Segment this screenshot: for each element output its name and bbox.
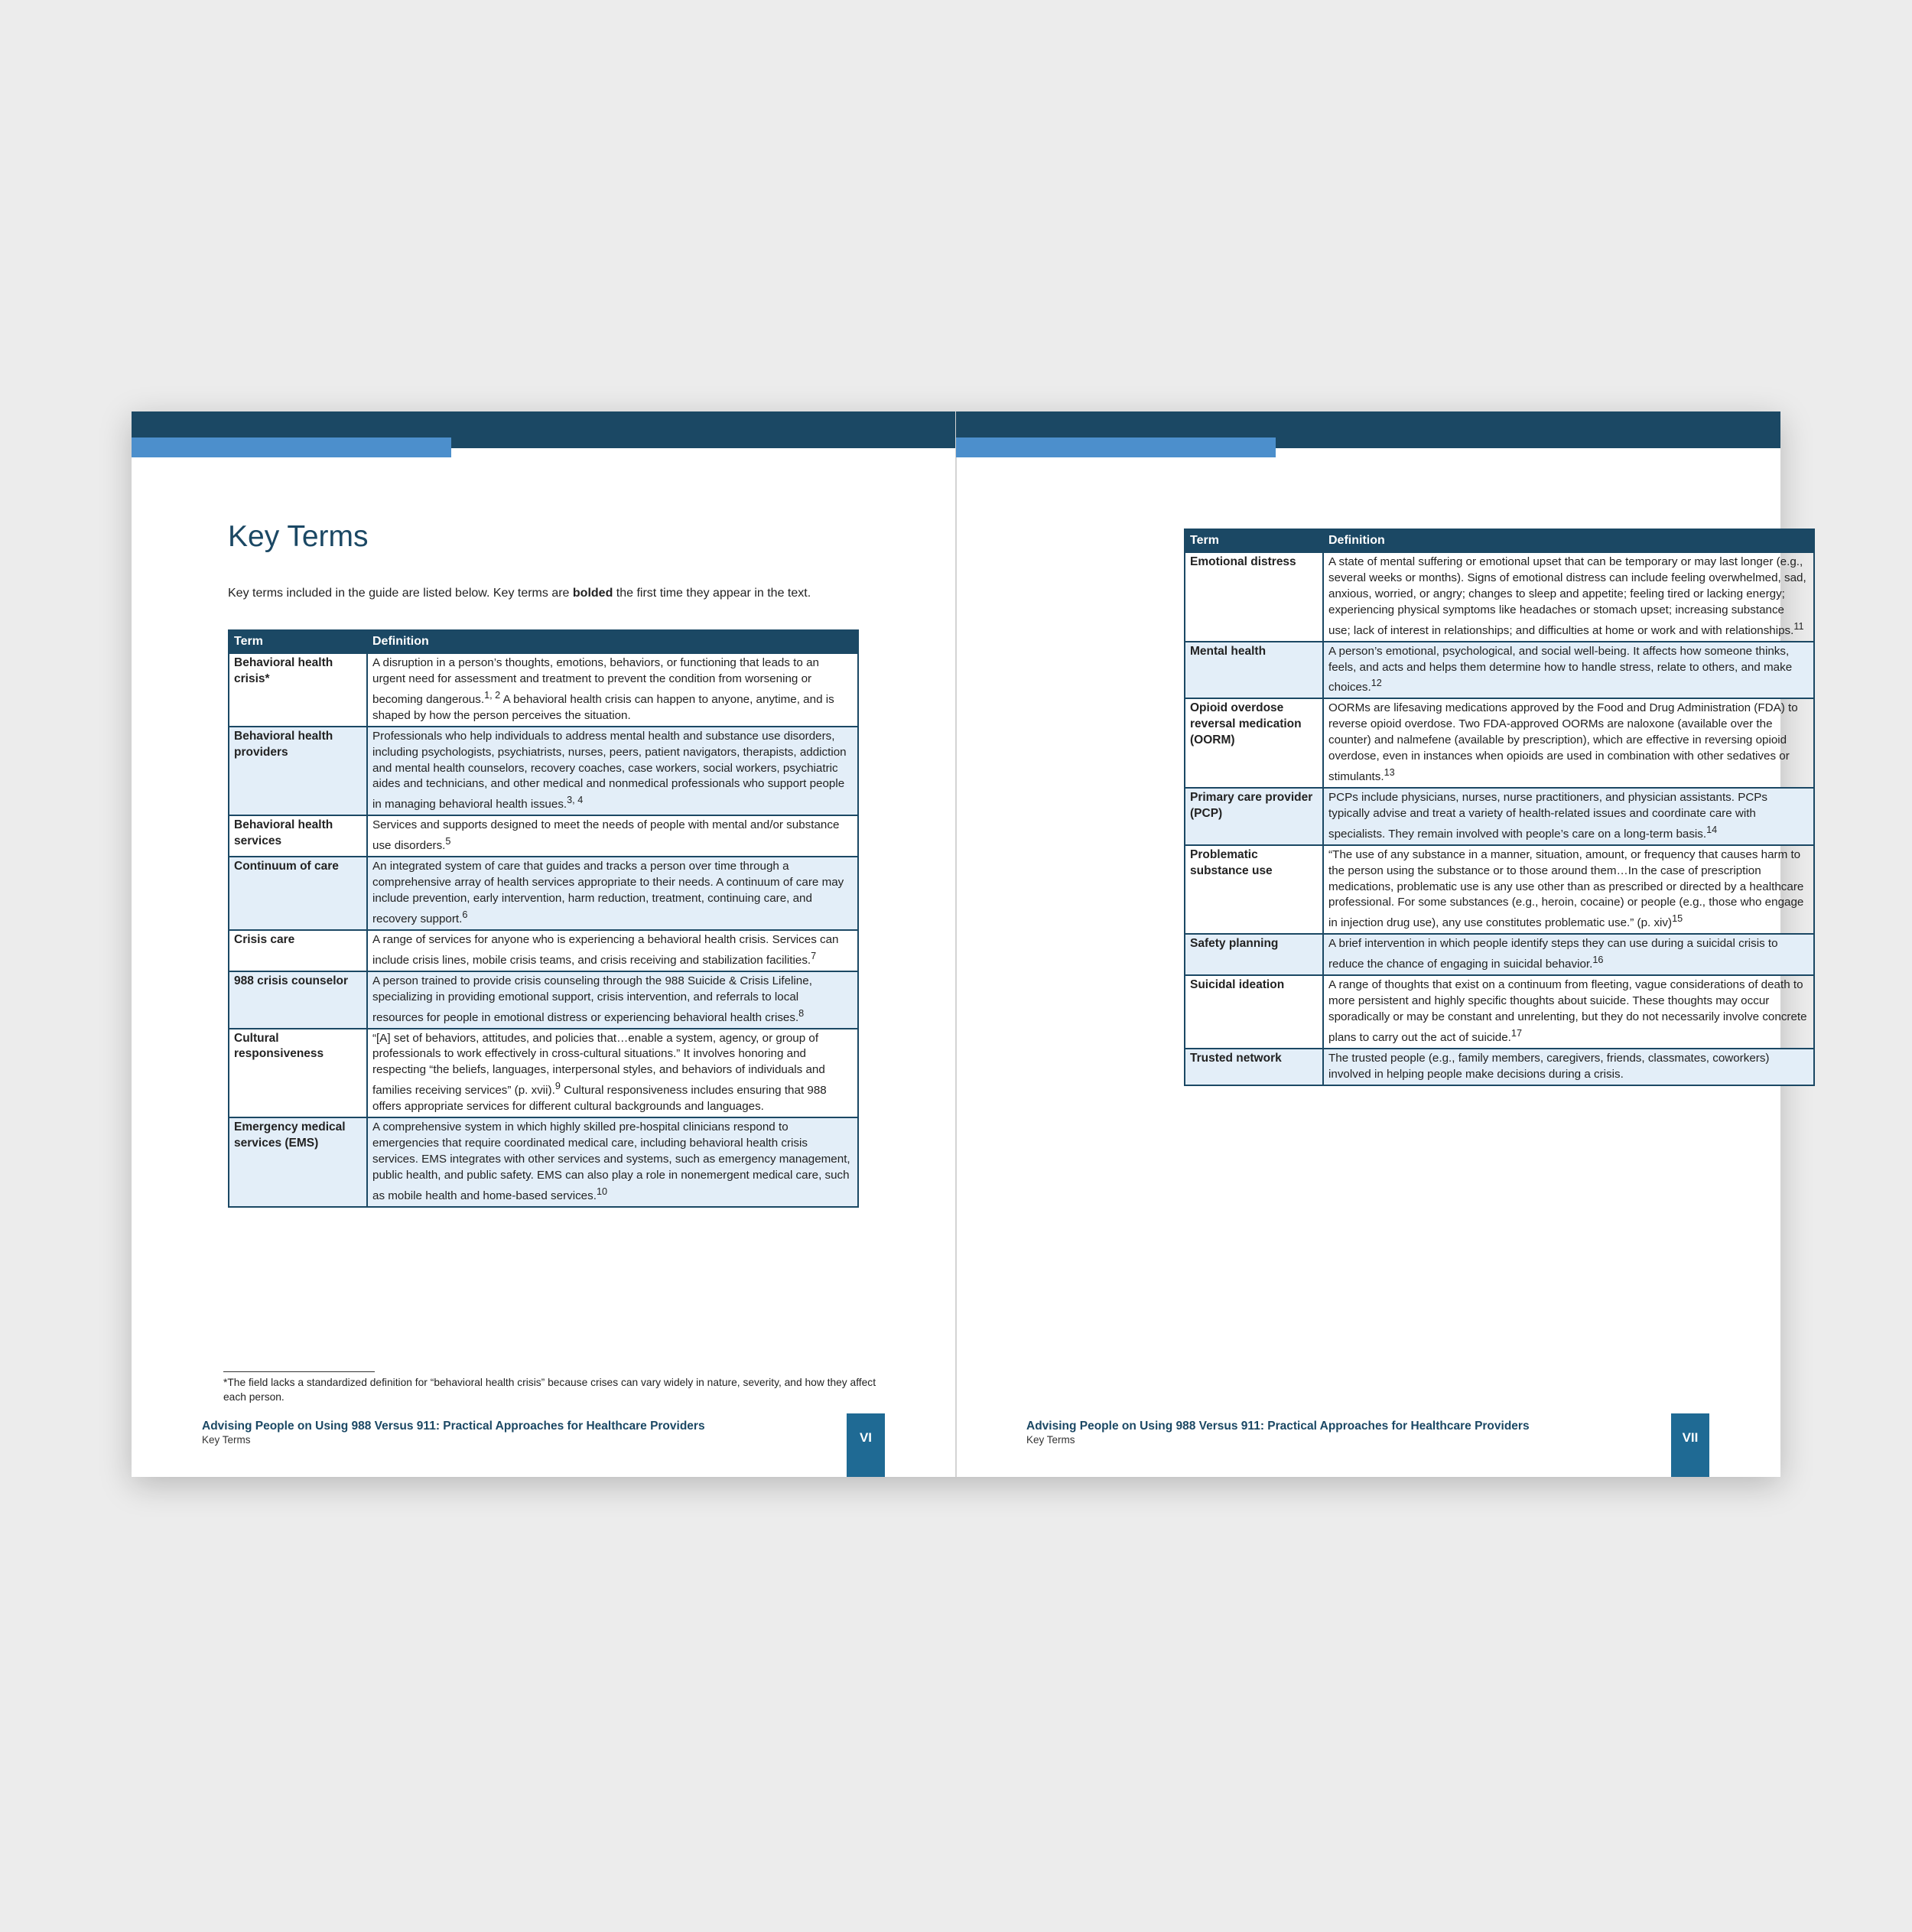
definition-cell <box>1323 845 1814 935</box>
definition-text: A disruption in a person’s thoughts, emotions, behaviors, or functioning that leads to an urgent need for assessment and treatment to prevent the condition from worsening or becoming dangerous. <box>372 656 819 706</box>
definition-text: Services and supports designed to meet the needs of people with mental and/or substance use disorders. <box>372 818 840 853</box>
term-cell: Problematic substance use <box>1185 845 1323 935</box>
term-cell: Primary care provider (PCP) <box>1185 788 1323 845</box>
definition-cell <box>1323 1049 1814 1085</box>
right-page <box>956 411 1807 1477</box>
citation-superscript: 17 <box>1510 1027 1522 1039</box>
table-row <box>1185 1049 1814 1085</box>
definition-cell <box>1323 698 1814 788</box>
term-cell: Continuum of care <box>229 857 367 930</box>
term-cell: Behavioral health services <box>229 815 367 857</box>
definition-cell <box>1323 552 1814 642</box>
definition-text: A brief intervention in which people identify steps they can use during a suicidal crisis to reduce the chance of engaging in suicidal behavior. <box>1328 937 1778 971</box>
definition-text: A comprehensive system in which highly skilled pre-hospital clinicians respond to emergencies that require coordinated medical care, including behavioral health crisis services. EMS integrates with other services and systems, such as emergency management, public health, and public safety. EMS can also play a role in nonemergent medical care, such as mobile health and home-based services. <box>372 1120 850 1202</box>
citation-superscript: 13 <box>1384 767 1395 778</box>
definition-cell <box>367 653 858 727</box>
term-cell: Opioid overdose reversal medication (OORM) <box>1185 698 1323 788</box>
book-spread <box>132 411 1807 1477</box>
table-body <box>229 653 858 1207</box>
table-header-row <box>1185 529 1814 552</box>
table-row <box>229 930 858 971</box>
definition-cell <box>367 857 858 930</box>
definition-text: “[A] set of behaviors, attitudes, and policies that…enable a system, agency, or group of professionals to work effectively in cross-cultural situations.” It involves honoring and respecting “the beliefs, languages, interpersonal styles, and behaviors of individuals and families receiving services” (p. xvii). <box>372 1031 825 1098</box>
term-cell: 988 crisis counselor <box>229 971 367 1029</box>
term-cell: Cultural responsiveness <box>229 1029 367 1118</box>
table-row <box>229 727 858 816</box>
table-row <box>229 857 858 930</box>
definition-text: An integrated system of care that guides and tracks a person over time through a comprehensive array of health services appropriate to their needs. A continuum of care may include prevention, early intervention, harm reduction, treatment, continuing care, and recovery support. <box>372 860 844 925</box>
definition-text-continued: A behavioral health crisis can happen to anyone, anytime, and is shaped by how the person perceives the situation. <box>372 692 834 722</box>
citation-superscript: 1, 2 <box>484 689 501 701</box>
definition-text: The trusted people (e.g., family members, caregivers, friends, classmates, coworkers) involved in helping people make decisions during a crisis. <box>1328 1051 1770 1081</box>
footer-section: Key Terms <box>1026 1434 1075 1446</box>
table-header-row <box>229 630 858 653</box>
term-cell: Emergency medical services (EMS) <box>229 1117 367 1207</box>
footer-section: Key Terms <box>202 1434 251 1446</box>
citation-superscript: 11 <box>1793 620 1804 632</box>
key-terms-table-continued <box>1184 529 1815 1086</box>
citation-superscript: 5 <box>445 836 451 847</box>
definition-text: A range of services for anyone who is experiencing a behavioral health crisis. Services can include crisis lines, mobile crisis teams, and crisis receiving and stabilization facilities. <box>372 932 839 967</box>
key-terms-table <box>228 629 859 1208</box>
definition-cell <box>367 971 858 1029</box>
table-row <box>1185 845 1814 935</box>
table-row <box>1185 975 1814 1049</box>
definition-text-continued: Cultural responsiveness includes ensuring that 988 offers appropriate services for different cultural backgrounds and languages. <box>372 1084 827 1114</box>
page-number: VII <box>1671 1413 1709 1477</box>
left-page <box>132 411 956 1477</box>
term-cell: Safety planning <box>1185 934 1323 975</box>
page-title: Key Terms <box>228 520 369 553</box>
definition-cell <box>1323 975 1814 1049</box>
term-cell: Behavioral health crisis* <box>229 653 367 727</box>
footer-title: Advising People on Using 988 Versus 911: Practical Approaches for Healthcare Providers <box>1026 1420 1530 1433</box>
term-cell: Trusted network <box>1185 1049 1323 1085</box>
table-row <box>1185 788 1814 845</box>
table-row <box>1185 698 1814 788</box>
definition-text: “The use of any substance in a manner, situation, amount, or frequency that causes harm to the person using the substance or to those around them…In the case of prescription medications, problematic use is any use other than as prescribed or directed by a healthcare professional. For some substances (e.g., heroin, cocaine) or people (e.g., those who engage in injection drug use), any use constitutes problematic use.” (p. xiv) <box>1328 847 1804 930</box>
term-cell: Suicidal ideation <box>1185 975 1323 1049</box>
footer-title: Advising People on Using 988 Versus 911: Practical Approaches for Healthcare Providers <box>202 1420 705 1433</box>
citation-superscript: 16 <box>1592 955 1604 966</box>
term-cell: Emotional distress <box>1185 552 1323 642</box>
citation-superscript: 8 <box>798 1007 805 1019</box>
definition-cell <box>367 1029 858 1118</box>
footnote-rule <box>223 1371 375 1372</box>
definition-text: A range of thoughts that exist on a continuum from fleeting, vague considerations of death to more persistent and highly specific thoughts about suicide. These thoughts may occur sporadically or may be constant and unrelenting, but they do not necessarily involve concrete plans to carry out the act of suicide. <box>1328 978 1807 1044</box>
table-row <box>229 815 858 857</box>
definition-cell <box>367 930 858 971</box>
definition-cell <box>1323 788 1814 845</box>
table-row <box>1185 552 1814 642</box>
definition-cell <box>367 815 858 857</box>
intro-text <box>228 584 863 602</box>
footnote: *The field lacks a standardized definition for “behavioral health crisis” because crises can vary widely in nature, severity, and how they affect each person. <box>223 1377 876 1403</box>
citation-superscript: 7 <box>811 950 817 961</box>
header-accent-bar <box>132 437 451 457</box>
intro-text-bold: bolded <box>572 587 613 600</box>
term-cell: Behavioral health providers <box>229 727 367 816</box>
table-row <box>1185 934 1814 975</box>
table-row <box>229 1117 858 1207</box>
definition-text: A person trained to provide crisis counseling through the 988 Suicide & Crisis Lifeline, specializing in providing emotional support, crisis intervention, and referrals to local resources for people in emotional distress or experiencing behavioral health crises. <box>372 974 812 1024</box>
term-cell: Mental health <box>1185 642 1323 699</box>
header-definition: Definition <box>367 630 858 653</box>
definition-cell <box>367 1117 858 1207</box>
table-row <box>229 653 858 727</box>
table-body <box>1185 552 1814 1085</box>
term-cell: Crisis care <box>229 930 367 971</box>
intro-text-end: the first time they appear in the text. <box>613 587 811 600</box>
definition-text: A person’s emotional, psychological, and social well-being. It affects how someone thinks, feels, and acts and helps them determine how to handle stress, relate to others, and make choices. <box>1328 644 1793 694</box>
header-accent-bar <box>956 437 1276 457</box>
citation-superscript: 15 <box>1672 913 1683 925</box>
definition-cell <box>1323 642 1814 699</box>
table-row <box>229 1029 858 1118</box>
intro-text-start: Key terms included in the guide are listed below. Key terms are <box>228 587 573 600</box>
citation-superscript: 10 <box>596 1186 608 1197</box>
citation-superscript: 6 <box>462 909 468 920</box>
header-definition: Definition <box>1323 529 1814 552</box>
table-row <box>229 971 858 1029</box>
definition-text: PCPs include physicians, nurses, nurse practitioners, and physician assistants. PCPs typically advise and treat a variety of health-related issues and coordinate care with specialists. They remain involved with people’s care on a long-term basis. <box>1328 790 1768 841</box>
citation-superscript: 9 <box>554 1081 561 1092</box>
definition-cell <box>1323 934 1814 975</box>
table-row <box>1185 642 1814 699</box>
definition-text: Professionals who help individuals to address mental health and substance use disorders, including psychologists, psychiatrists, nurses, peers, patient navigators, therapists, addiction and mental health counselors, recovery coaches, case workers, social workers, psychiatric aides and technicians, and other medical and nonmedical professionals who support people in managing behavioral health issues. <box>372 729 847 812</box>
page-number: VI <box>847 1413 885 1477</box>
citation-superscript: 12 <box>1371 678 1382 689</box>
definition-cell <box>367 727 858 816</box>
header-term: Term <box>1185 529 1323 552</box>
citation-superscript: 14 <box>1706 824 1718 835</box>
citation-superscript: 3, 4 <box>567 795 584 806</box>
definition-text: A state of mental suffering or emotional upset that can be temporary or may last longer (e.g., several weeks or months). Signs of emotional distress can include feeling overwhelmed, sad, anxious, worried, or angry; changes to sleep and appetite; feeling tired or lacking energy; experiencing physical symptoms like headaches or stomach upset; increasing substance use; lack of interest in relationships; and difficulties at home or work and with relationships. <box>1328 555 1806 637</box>
definition-text: OORMs are lifesaving medications approved by the Food and Drug Administration (FDA) to reverse opioid overdose. Two FDA-approved OORMs are naloxone (available over the counter) and nalmefene (available by prescription), which are effective in reversing opioid overdose, even in instances when opioids are used in combination with other sedatives or stimulants. <box>1328 701 1798 784</box>
header-term: Term <box>229 630 367 653</box>
